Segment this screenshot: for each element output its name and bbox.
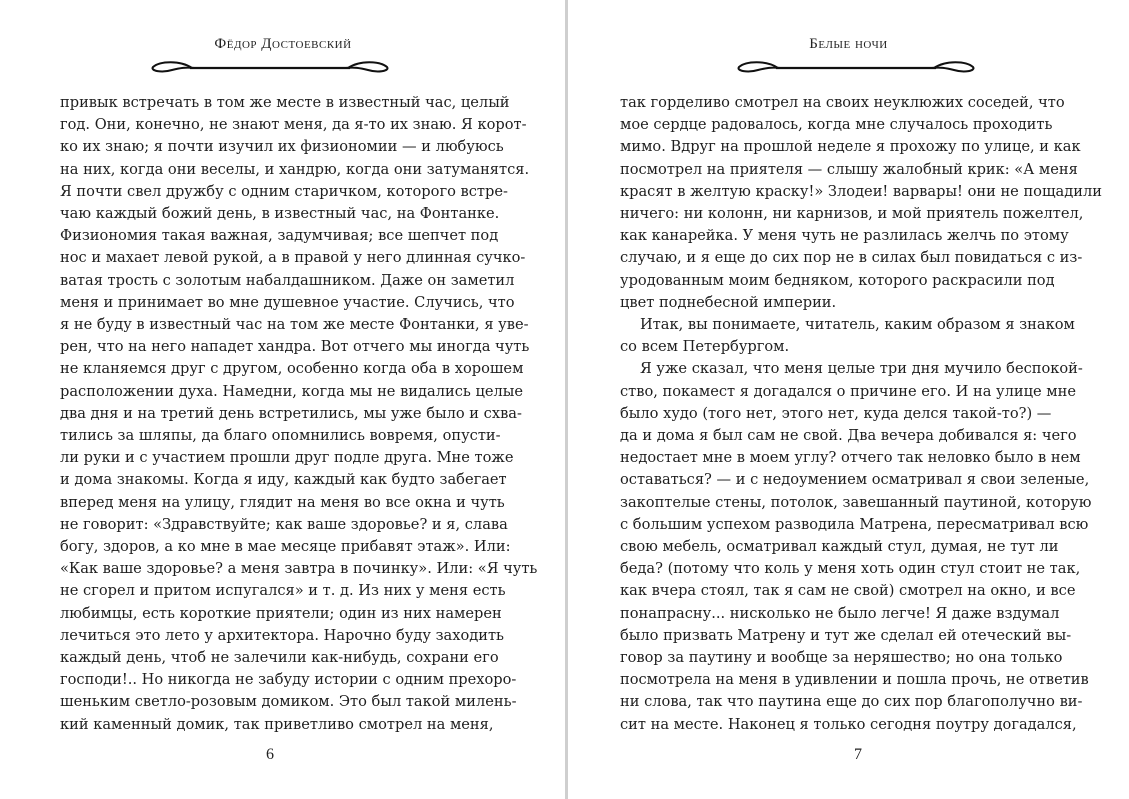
text-line: недостает мне в моем углу? отчего так неловко было в нем: [620, 449, 1081, 467]
text-line: да и дома я был сам не свой. Два вечера добивался я: чего: [620, 427, 1077, 445]
text-line: «Как ваше здоровье? а меня завтра в починку». Или: «Я чуть: [60, 560, 538, 578]
text-line: свою мебель, осматривал каждый стул, думая, не тут ли: [620, 538, 1059, 556]
text-line: на них, когда они веселы, и хандрю, когда они затуманятся.: [60, 160, 530, 178]
text-line: ничего: ни колонн, ни карнизов, и мой приятель пожелтел,: [620, 205, 1084, 223]
text-line: кий каменный домик, так приветливо смотрел на меня,: [60, 715, 494, 733]
text-line: цвет поднебесной империи.: [620, 293, 837, 311]
text-line: с большим успехом разводила Матрена, пересматривал всю: [620, 515, 1089, 533]
text-line: рен, что на него нападет хандра. Вот отчего мы иногда чуть: [60, 338, 530, 356]
text-line: чаю каждый божий день, в известный час, на Фонтанке.: [60, 205, 500, 223]
text-line: было призвать Матрену и тут же сделал ей отеческий вы-: [620, 626, 1072, 644]
text-line: понапрасну... нисколько не было легче! Я даже вздумал: [620, 604, 1060, 622]
page-number-right: 7: [854, 746, 862, 763]
text-line: говор за паутину и вообще за неряшество; но она только: [620, 649, 1063, 667]
text-line: сит на месте. Наконец я только сегодня поутру догадался,: [620, 715, 1077, 733]
text-line: нос и махает левой рукой, а в правой у него длинная сучко-: [60, 249, 526, 267]
text-line: год. Они, конечно, не знают меня, да я-то их знаю. Я корот-: [60, 116, 527, 134]
text-line: оставаться? — и с недоумением осматривал я свои зеленые,: [620, 471, 1090, 489]
text-line: господи!.. Но никогда не забуду истории с одним прехоро-: [60, 671, 517, 689]
right-page: [568, 0, 1129, 799]
right-page-body-text: [620, 92, 1102, 736]
text-line: Физиономия такая важная, задумчивая; все шепчет под: [60, 227, 499, 245]
text-line: лечиться это лето у архитектора. Нарочно буду заходить: [60, 626, 504, 644]
header-flourish-ornament-icon: [150, 58, 390, 76]
text-line: как канарейка. У меня чуть не разлилась желчь по этому: [620, 227, 1069, 245]
running-head-author: Фёдор Достоевский: [214, 36, 352, 52]
text-line: беда? (потому что коль у меня хоть один стул стоит не так,: [620, 560, 1081, 578]
running-head-title: Белые ночи: [809, 36, 888, 52]
text-line: случаю, и я еще до сих пор не в силах был повидаться с из-: [620, 249, 1083, 267]
text-line: два дня и на третий день встретились, мы уже было и схва-: [60, 404, 522, 422]
text-line: как вчера стоял, так я сам не свой) смотрел на окно, и все: [620, 582, 1076, 600]
text-line: не кланяемся друг с другом, особенно когда оба в хорошем: [60, 360, 524, 378]
text-line: тились за шляпы, да благо опомнились вовремя, опусти-: [60, 427, 501, 445]
text-line: посмотрел на приятеля — слышу жалобный крик: «А меня: [620, 160, 1078, 178]
text-line: уродованным моим бедняком, которого раскрасили под: [620, 271, 1055, 289]
text-line: мимо. Вдруг на прошлой неделе я прохожу по улице, и как: [620, 138, 1081, 156]
text-line: не сгорел и притом испугался» и т. д. Из них у меня есть: [60, 582, 506, 600]
text-line: мое сердце радовалось, когда мне случалось проходить: [620, 116, 1053, 134]
text-line: закоптелые стены, потолок, завешанный паутиной, которую: [620, 493, 1092, 511]
text-line: посмотрела на меня в удивлении и пошла прочь, не ответив: [620, 671, 1089, 689]
page-number-left: 6: [266, 746, 274, 763]
text-line: каждый день, чтоб не залечили как-нибудь, сохрани его: [60, 649, 499, 667]
text-line: Я уже сказал, что меня целые три дня мучило беспокой-: [640, 360, 1083, 378]
text-line: шеньким светло-розовым домиком. Это был такой милень-: [60, 693, 517, 711]
text-line: меня и принимает во мне душевное участие. Случись, что: [60, 293, 515, 311]
text-line: со всем Петербургом.: [620, 338, 790, 356]
header-flourish-ornament-icon: [736, 58, 976, 76]
text-line: так горделиво смотрел на своих неуклюжих соседей, что: [620, 94, 1065, 111]
text-line: ко их знаю; я почти изучил их физиономии — и любуюсь: [60, 138, 504, 156]
text-line: расположении духа. Намедни, когда мы не видались целые: [60, 382, 523, 400]
text-line: я не буду в известный час на том же месте Фонтанки, я уве-: [60, 316, 529, 334]
text-line: ство, покамест я догадался о причине его. И на улице мне: [620, 382, 1077, 400]
text-line: вперед меня на улицу, глядит на меня во все окна и чуть: [60, 493, 505, 511]
text-line: ли руки и с участием прошли друг подле друга. Мне тоже: [60, 449, 514, 467]
text-line: ни слова, так что паутина еще до сих пор благополучно ви-: [620, 693, 1083, 711]
text-line: ватая трость с золотым набалдашником. Даже он заметил: [60, 271, 515, 289]
text-line: красят в желтую краску!» Злодеи! варвары! они не пощадили: [620, 182, 1102, 200]
text-line: Итак, вы понимаете, читатель, каким образом я знаком: [640, 316, 1075, 334]
text-line: и дома знакомы. Когда я иду, каждый как будто забегает: [60, 471, 507, 489]
text-line: Я почти свел дружбу с одним старичком, которого встре-: [60, 182, 508, 200]
text-line: привык встречать в том же месте в известный час, целый: [60, 94, 510, 111]
text-line: было худо (того нет, этого нет, куда делся такой-то?) —: [620, 404, 1052, 422]
left-page-body-text: [60, 92, 538, 736]
text-line: не говорит: «Здравствуйте; как ваше здоровье? и я, слава: [60, 515, 508, 533]
text-line: любимцы, есть короткие приятели; один из них намерен: [60, 604, 502, 622]
text-line: богу, здоров, а ко мне в мае месяце прибавят этаж». Или:: [60, 538, 511, 556]
